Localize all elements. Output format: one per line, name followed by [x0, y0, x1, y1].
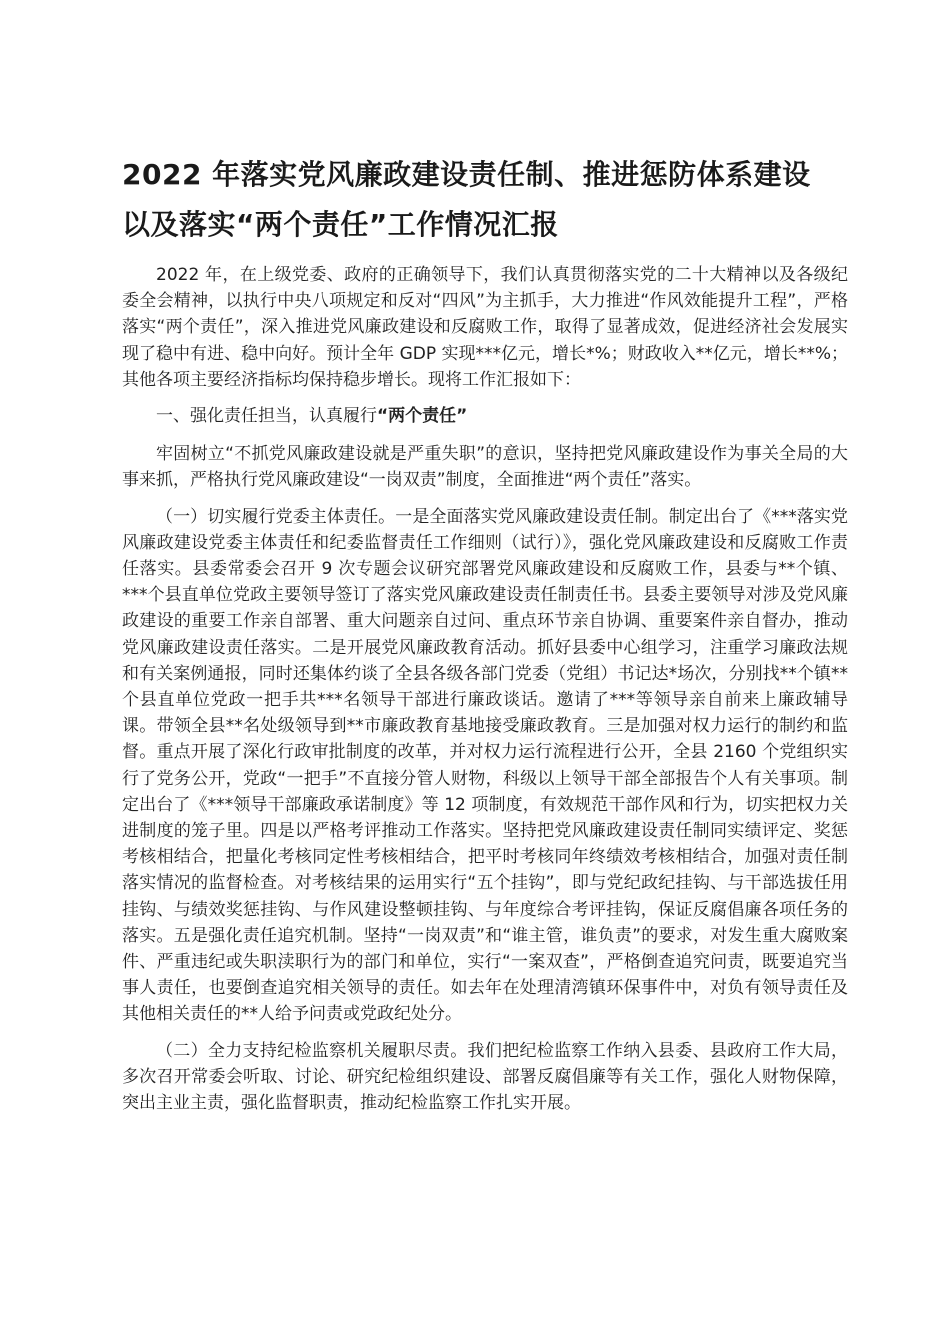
document-title: [122, 150, 848, 250]
section-heading-text: 一、强化责任担当，认真履行: [156, 406, 377, 427]
section-heading-1: [122, 403, 848, 429]
section-heading-emphasis: “两个责任”: [377, 406, 468, 427]
section-intro-paragraph: 牢固树立“不抓党风廉政建设就是严重失职”的意识，坚持把党风廉政建设作为事关全局的大事来抓，严格执行党风廉政建设“一岗双责”制度，全面推进“两个责任”落实。: [122, 444, 848, 491]
intro-paragraph: 2022 年，在上级党委、政府的正确领导下，我们认真贯彻落实党的二十大精神以及各级纪委全会精神，以执行中央八项规定和反对“四风”为主抓手，大力推进“作风效能提升工程”，严格落实“两个责任”，深入推进党风廉政建设和反腐败工作，取得了显著成效，促进经济社会发展实现了稳中有进、稳中向好。预计全年 GDP 实现***亿元，增长*%；财政收入**亿元，增长**%；其他各项主要经济指标均保持稳步增长。现将工作汇报如下：: [122, 265, 848, 390]
body-paragraph-1: （一）切实履行党委主体责任。一是全面落实党风廉政建设责任制。制定出台了《***落实党风廉政建设党委主体责任和纪委监督责任工作细则（试行）》，强化党风廉政建设和反腐败工作责任落实。县委常委会召开 9 次专题会议研究部署党风廉政建设和反腐败工作，县委与**个镇、***个县直单位党政主要领导签订了落实党风廉政建设责任制责任书。县委主要领导对涉及党风廉政建设的重要工作亲自部署、重大问题亲自过问、重点环节亲自协调、重要案件亲自督办，推动党风廉政建设责任落实。二是开展党风廉政教育活动。抓好县委中心组学习，注重学习廉政法规和有关案例通报，同时还集体约谈了全县各级各部门党委（党组）书记达*场次，分别找**个镇**个县直单位党政一把手共***名领导干部进行廉政谈话。邀请了***等领导亲自前来上廉政辅导课。带领全县**名处级领导到**市廉政教育基地接受廉政教育。三是加强对权力运行的制约和监督。重点开展了深化行政审批制度的改革，并对权力运行流程进行公开，全县 2160 个党组织实行了党务公开，党政“一把手”不直接分管人财物，科级以上领导干部全部报告个人有关事项。制定出台了《***领导干部廉政承诺制度》等 12 项制度，有效规范干部作风和行为，切实把权力关进制度的笼子里。四是以严格考评推动工作落实。坚持把党风廉政建设责任制同实绩评定、奖惩考核相结合，把量化考核同定性考核相结合，把平时考核同年终绩效考核相结合，加强对责任制落实情况的监督检查。对考核结果的运用实行“五个挂钩”，即与党纪政纪挂钩、与干部选拔任用挂钩、与绩效奖惩挂钩、与作风建设整顿挂钩、与年度综合考评挂钩，保证反腐倡廉各项任务的落实。五是强化责任追究机制。坚持“一岗双责”和“谁主管，谁负责”的要求，对发生重大腐败案件、严重违纪或失职渎职行为的部门和单位，实行“一案双查”，严格倒查追究问责，既要追究当事人责任，也要倒查追究相关领导的责任。如去年在处理清湾镇环保事件中，对负有领导责任及其他相关责任的**人给予问责或党政纪处分。: [122, 506, 848, 1025]
title-line-2: 以及落实“两个责任”工作情况汇报: [122, 208, 559, 241]
document-page: [122, 150, 848, 1126]
body-paragraph-2: （二）全力支持纪检监察机关履职尽责。我们把纪检监察工作纳入县委、县政府工作大局，多次召开常委会听取、讨论、研究纪检组织建设、部署反腐倡廉等有关工作，强化人财物保障，突出主业主责，强化监督职责，推动纪检监察工作扎实开展。: [122, 1040, 848, 1114]
title-line-1: 2022 年落实党风廉政建设责任制、推进惩防体系建设: [122, 158, 811, 191]
